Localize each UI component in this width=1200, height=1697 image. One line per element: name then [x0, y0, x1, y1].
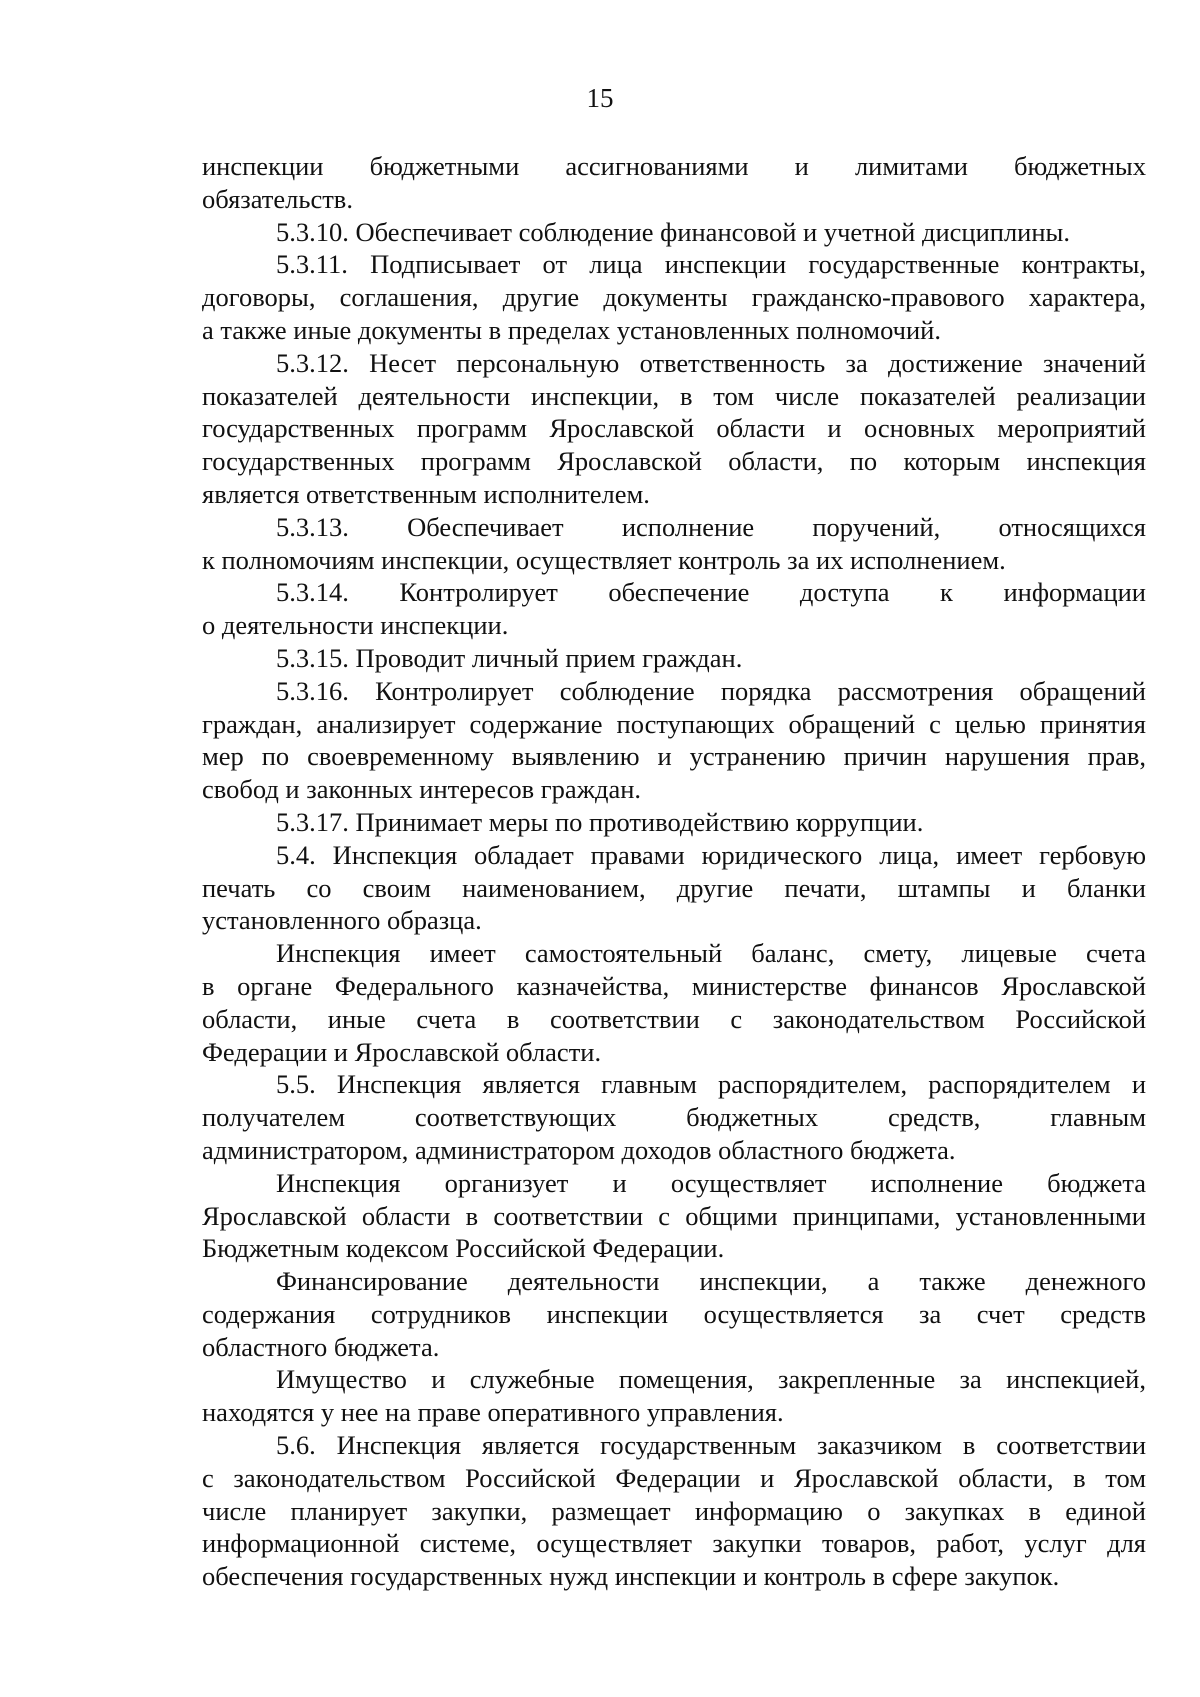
paragraph [202, 1167, 1146, 1265]
text-line: в органе Федерального казначейства, министерстве финансов Ярославской [202, 970, 1146, 1001]
text-line: а также иные документы в пределах установленных полномочий. [202, 314, 941, 345]
text-line: 5.6. Инспекция является государственным заказчиком в соответствии [276, 1430, 1146, 1461]
text-line: с законодательством Российской Федерации и Ярославской области, в том [202, 1462, 1146, 1493]
paragraph [202, 1265, 1146, 1363]
paragraph [202, 1068, 1146, 1166]
text-line: находятся у нее на праве оперативного управления. [202, 1397, 784, 1428]
paragraph [202, 642, 1146, 675]
text-line: инспекции бюджетными ассигнованиями и лимитами бюджетных [202, 151, 1146, 181]
text-line: информационной системе, осуществляет закупки товаров, работ, услуг для [202, 1528, 1146, 1559]
paragraph [202, 806, 1146, 839]
paragraph [202, 1429, 1146, 1593]
text-line: содержания сотрудников инспекции осуществляется за счет средств [202, 1298, 1146, 1329]
text-line: договоры, соглашения, другие документы гражданско-правового характера, [202, 282, 1146, 313]
text-line: является ответственным исполнителем. [202, 478, 650, 509]
text-line: граждан, анализирует содержание поступающих обращений с целью принятия [202, 708, 1146, 739]
text-line: Инспекция имеет самостоятельный баланс, смету, лицевые счета [276, 938, 1146, 969]
text-line: областного бюджета. [202, 1331, 440, 1362]
page-number: 15 [586, 83, 614, 113]
text-line: администратором, администратором доходов областного бюджета. [202, 1134, 956, 1165]
text-line: 5.3.16. Контролирует соблюдение порядка рассмотрения обращений [276, 675, 1146, 706]
text-line: печать со своим наименованием, другие печати, штампы и бланки [202, 872, 1146, 903]
paragraph [202, 1363, 1146, 1429]
document-body [202, 150, 1146, 1593]
text-line: мер по своевременному выявлению и устранению причин нарушения прав, [202, 741, 1146, 772]
text-line: обязательств. [202, 183, 353, 214]
text-line: Федерации и Ярославской области. [202, 1036, 602, 1067]
text-line: установленного образца. [202, 905, 482, 936]
text-line: показателей деятельности инспекции, в том числе показателей реализации [202, 380, 1146, 411]
text-line: Ярославской области в соответствии с общими принципами, установленными [202, 1200, 1146, 1231]
text-line: Финансирование деятельности инспекции, а также денежного [276, 1266, 1146, 1297]
text-line: 5.3.13. Обеспечивает исполнение поручений, относящихся [276, 511, 1146, 542]
text-line: обеспечения государственных нужд инспекции и контроль в сфере закупок. [202, 1561, 1060, 1592]
text-line: 5.3.17. Принимает меры по противодействию коррупции. [276, 806, 924, 837]
text-line: 5.3.12. Несет персональную ответственность за достижение значений [276, 347, 1146, 378]
text-line: Инспекция организует и осуществляет исполнение бюджета [276, 1167, 1146, 1198]
text-line: 5.3.14. Контролирует обеспечение доступа к информации [276, 577, 1146, 608]
paragraph [202, 839, 1146, 937]
text-line: к полномочиям инспекции, осуществляет контроль за их исполнением. [202, 544, 1006, 575]
paragraph [202, 511, 1146, 577]
text-line: о деятельности инспекции. [202, 610, 509, 641]
paragraph [202, 150, 1146, 216]
text-line: 5.3.11. Подписывает от лица инспекции государственные контракты, [276, 249, 1146, 280]
text-line: Имущество и служебные помещения, закрепленные за инспекцией, [276, 1364, 1146, 1395]
text-line: 5.3.10. Обеспечивает соблюдение финансовой и учетной дисциплины. [276, 216, 1070, 247]
text-line: государственных программ Ярославской области и основных мероприятий [202, 413, 1146, 444]
text-line: Бюджетным кодексом Российской Федерации. [202, 1233, 725, 1264]
paragraph [202, 576, 1146, 642]
text-line: 5.5. Инспекция является главным распорядителем, распорядителем и [276, 1069, 1146, 1100]
paragraph [202, 937, 1146, 1068]
paragraph [202, 347, 1146, 511]
text-line: 5.3.15. Проводит личный прием граждан. [276, 642, 743, 673]
text-line: области, иные счета в соответствии с законодательством Российской [202, 1003, 1146, 1034]
text-line: 5.4. Инспекция обладает правами юридического лица, имеет гербовую [276, 839, 1146, 870]
paragraph [202, 216, 1146, 249]
text-line: получателем соответствующих бюджетных средств, главным [202, 1102, 1146, 1133]
paragraph [202, 675, 1146, 806]
paragraph [202, 248, 1146, 346]
text-line: государственных программ Ярославской области, по которым инспекция [202, 446, 1146, 477]
text-line: свобод и законных интересов граждан. [202, 774, 642, 805]
text-line: числе планирует закупки, размещает информацию о закупках в единой [202, 1495, 1146, 1526]
